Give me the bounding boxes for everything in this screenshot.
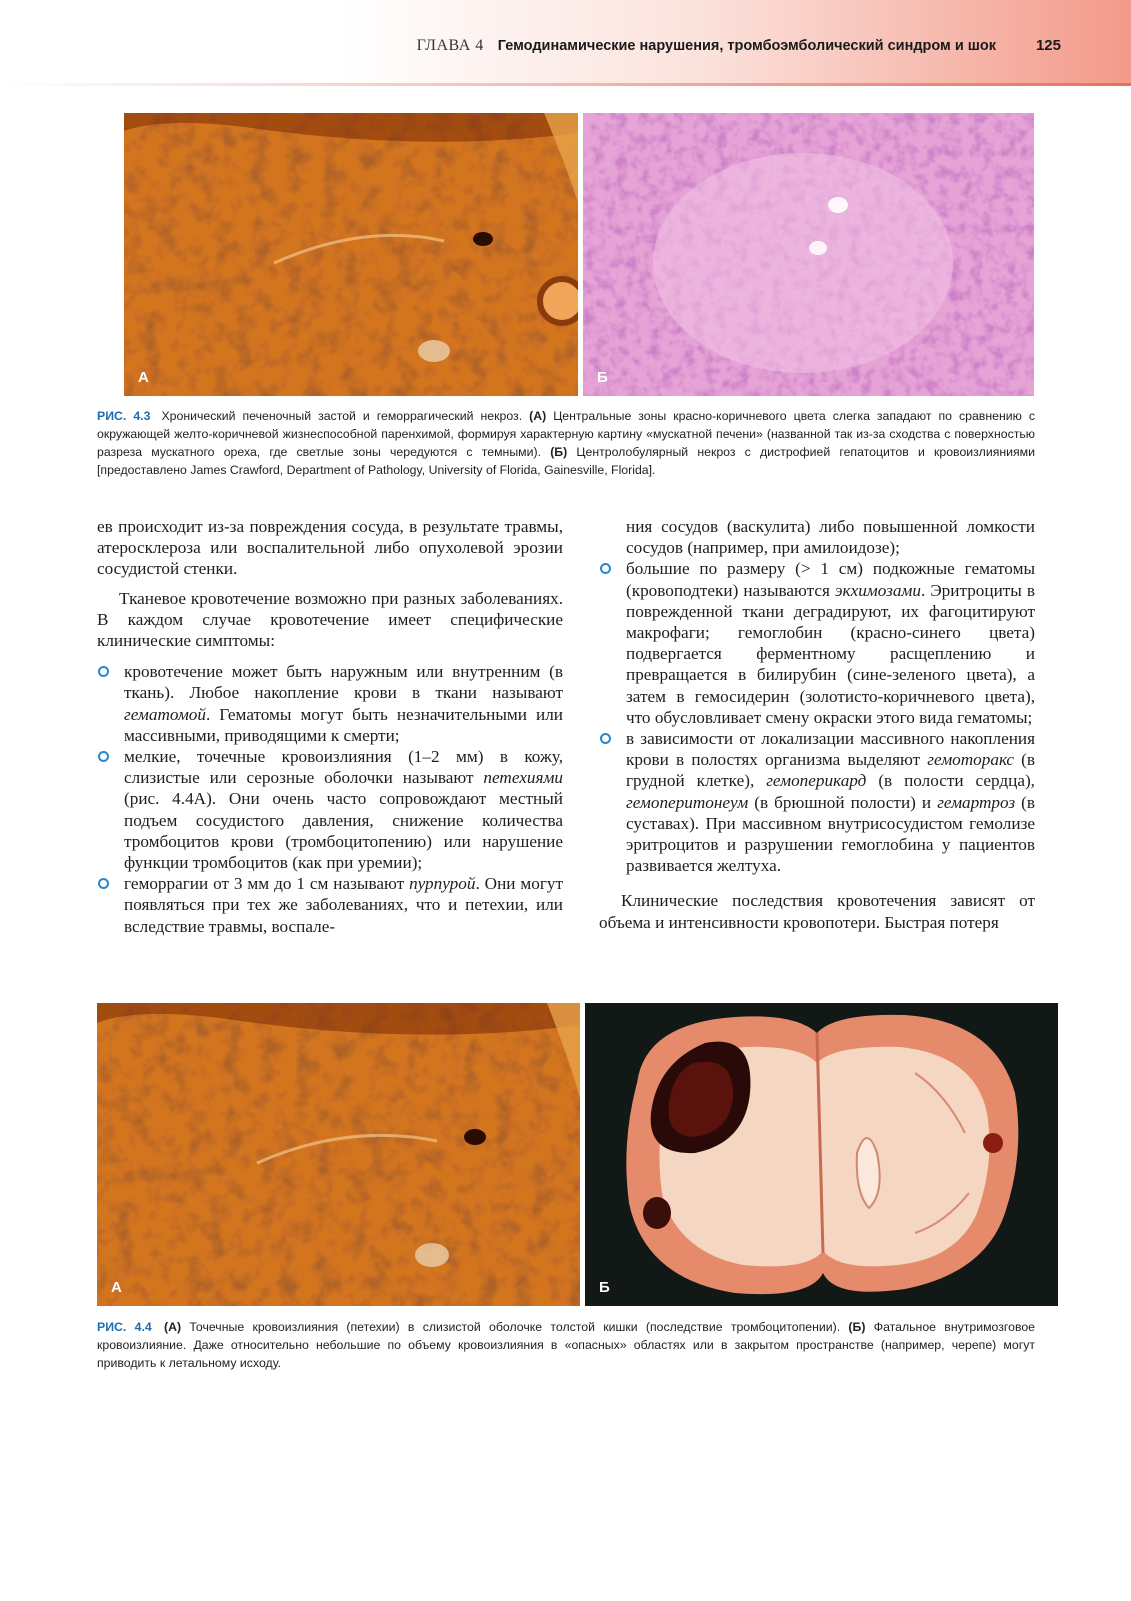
caption-text: Фатальное внутримозговое кровоизлияние. Даже относительно небольшие по объему кровоизлияния в «опасных» областях или в закрытом пространстве (например, черепе) могут приводить к летальному исходу. (97, 1320, 1036, 1370)
paragraph: ев происходит из-за повреждения сосуда, в результате травмы, атеросклероза или воспалительной либо опухолевой эрозии сосудистой стенки. (97, 517, 563, 579)
caption-marker-a: (А) (529, 409, 547, 423)
caption-marker-b: (Б) (550, 445, 568, 459)
figure-4-4-caption (97, 1318, 1035, 1372)
panel-letter-a: А (111, 1279, 122, 1296)
list-item: мелкие, точечные кровоизлияния (1–2 мм) в кожу, слизистые или серозные оболочки называют петехиями (рис. 4.4А). Они очень часто сопровождают местный подъем сосудистого давления, снижение количества тромбоцитов крови (тромбоцитопению) или нарушение функции тромбоцитов (как при уремии); (97, 746, 563, 873)
bullet-icon (600, 563, 611, 574)
panel-letter-a: А (138, 369, 149, 386)
caption-text: Хронический печеночный застой и геморрагический некроз. (161, 409, 523, 423)
page-header (0, 0, 1131, 86)
caption-label: РИС. 4.4 (97, 1320, 152, 1334)
bullet-icon (600, 733, 611, 744)
chapter-title: Гемодинамические нарушения, тромбоэмболический синдром и шок (497, 38, 996, 54)
list-item: большие по размеру (> 1 см) подкожные гематомы (кровоподтеки) называются экхимозами. Эритроциты в поврежденной ткани деградируют, их фагоцитируют макрофаги; гемоглобин (красно-синего цвета) подвергается ферментному расщеплению и превращается в билирубин (сине-зеленого цвета), а затем в гемосидерин (золотисто-коричневого цвета), что обусловливает смену окраски этого вида гематомы; (599, 558, 1035, 728)
bullet-icon (98, 751, 109, 762)
figure-4-3-panel-b-image (583, 113, 1034, 396)
bullet-list (97, 661, 563, 937)
caption-text: Точечные кровоизлияния (петехии) в слизистой оболочке толстой кишки (последствие тромбоцитопении). (189, 1320, 841, 1334)
figure-4-3-caption (97, 407, 1035, 479)
right-column (599, 516, 1035, 933)
running-head (417, 36, 1061, 56)
list-item: геморрагии от 3 мм до 1 см называют пурпурой. Они могут появляться при тех же заболеваниях, что и петехии, или вследствие травмы, воспале- (97, 873, 563, 937)
bullet-icon (98, 878, 109, 889)
figure-4-4-panel-a-image (97, 1003, 580, 1306)
paragraph: Клинические последствия кровотечения зависят от объема и интенсивности кровопотери. Быстрая потеря (599, 891, 1035, 932)
list-item: кровотечение может быть наружным или внутренним (в ткань). Любое накопление крови в ткани называют гематомой. Гематомы могут быть незначительными или массивными, приводящими к смерти; (97, 661, 563, 746)
caption-marker-b: (Б) (848, 1320, 866, 1334)
paragraph: Тканевое кровотечение возможно при разных заболеваниях. В каждом случае кровотечение имеет специфические клинические симптомы: (97, 588, 563, 651)
figure-4-4-panel-b-image (585, 1003, 1058, 1306)
caption-label: РИС. 4.3 (97, 409, 151, 423)
bullet-list (599, 516, 1035, 876)
panel-letter-b: Б (599, 1279, 610, 1296)
caption-marker-a: (А) (163, 1320, 182, 1334)
caption-text: Центральные зоны красно-коричневого цвета слегка западают по сравнению с окружающей желто-коричневой жизнеспособной паренхимой, формируя характерную картину «мускатной печени» (названной так из-за сходства с поверхностью разреза мускатного ореха, где светлые зоны чередуются с темными). (97, 409, 1035, 459)
header-rule (0, 83, 1131, 86)
caption-text: Центролобулярный некроз с дистрофией гепатоцитов и кровоизлияниями [предоставлено James Crawford, Department of Pathology, University of Florida, Gainesville, Florida]. (97, 445, 1035, 477)
left-column (97, 516, 563, 937)
list-item: в зависимости от локализации массивного накопления крови в полостях организма выделяют гемоторакс (в грудной клетке), гемоперикард (в полости сердца), гемоперитонеум (в брюшной полости) и гемартроз (в суставах). При массивном внутрисосудистом гемолизе эритроцитов и разрушении гемоглобина у пациентов развивается желтуха. (599, 728, 1035, 876)
panel-letter-b: Б (597, 369, 608, 386)
chapter-label: ГЛАВА 4 (416, 37, 484, 54)
page-number: 125 (1035, 37, 1061, 54)
list-item-continuation: ния сосудов (васкулита) либо повышенной ломкости сосудов (например, при амилоидозе); (626, 517, 1035, 558)
figure-4-3-panel-a-image (124, 113, 578, 396)
bullet-icon (98, 666, 109, 677)
